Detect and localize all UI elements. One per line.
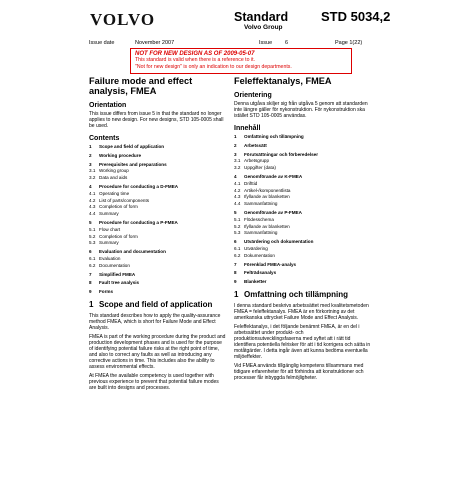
toc-entry[interactable] <box>234 246 372 253</box>
toc-entry-number: 3 <box>89 161 92 167</box>
toc-entry-label: Utvärdering <box>244 245 268 251</box>
toc-entry[interactable] <box>234 262 372 269</box>
section-1-heading-en <box>89 300 227 309</box>
issue-date-value: November 2007 <box>135 40 175 46</box>
toc-entry-label: Summary <box>99 240 119 246</box>
issue-label: Issue <box>259 40 273 46</box>
toc-entry-number: 5.2 <box>234 223 241 229</box>
toc-entry-label: Utvärdering och dokumentation <box>244 239 314 245</box>
section-1-number-sv: 1 <box>234 289 239 299</box>
swedish-column <box>234 76 372 384</box>
toc-entry[interactable] <box>234 143 372 150</box>
document-title-sv: Feleffektanalys, FMEA <box>234 76 332 86</box>
toc-entry-label: Blanketter <box>244 279 267 285</box>
notice-line-3: "Not for new design" is only an indication to our design departments. <box>135 63 292 70</box>
paragraph-3-sv: Vid FMEA används tillgänglig kompetens tillsammans med tidigare erfarenheter för att förhindra att konstruktioner och processer får inbyggda felmöjligheter. <box>234 362 364 381</box>
toc-entry-number: 5 <box>89 219 92 225</box>
paragraph-3-en: At FMEA the available competency is used together with previous experience to prevent that potential failure modes are built into designs and processes. <box>89 372 219 391</box>
toc-entry-label: Genomförande av P-FMEA <box>244 209 302 215</box>
toc-entry-label: Procedure for conducting a P-FMEA <box>99 219 178 225</box>
toc-entry-number: 5.3 <box>89 240 96 246</box>
toc-entry[interactable] <box>89 289 227 296</box>
toc-entry[interactable] <box>89 204 227 211</box>
toc-entry-number: 8 <box>89 280 92 286</box>
toc-entry-number: 5.3 <box>234 230 241 236</box>
toc-entry-number: 4.4 <box>89 211 96 217</box>
section-1-number-en: 1 <box>89 299 94 309</box>
toc-entry[interactable] <box>89 211 227 218</box>
toc-entry-number: 4.1 <box>234 180 241 186</box>
toc-entry-label: Summary <box>99 211 119 217</box>
toc-entry[interactable] <box>89 240 227 247</box>
toc-entry[interactable] <box>89 175 227 182</box>
section-1-title-sv: Omfattning och tillämpning <box>244 289 348 299</box>
toc-entry[interactable] <box>234 165 372 172</box>
toc-entry-label: Arbetssätt <box>244 142 267 148</box>
contents-heading-sv: Innehåll <box>234 125 261 132</box>
toc-entry-number: 5.2 <box>89 233 96 239</box>
toc-entry-number: 3.2 <box>89 175 96 181</box>
toc-entry[interactable] <box>89 198 227 205</box>
paragraph-1-en: This standard describes how to apply the quality-assurance method FMEA, which is short for Failure Mode and Effect Analysis. <box>89 312 221 331</box>
toc-entry-label: Data and aids <box>99 175 128 181</box>
toc-entry-label: Förenklad FMEA-analys <box>244 261 297 267</box>
toc-entry[interactable] <box>234 210 372 217</box>
toc-entry[interactable] <box>234 194 372 201</box>
toc-entry-label: Evaluation and documentation <box>99 249 166 255</box>
toc-entry-label: Simplified FMEA <box>99 271 136 277</box>
toc-entry-label: Working procedure <box>99 152 142 158</box>
toc-entry[interactable] <box>234 253 372 260</box>
document-title-en: Failure mode and effect analysis, FMEA <box>89 76 193 96</box>
toc-entry-number: 7 <box>89 271 92 277</box>
toc-entry-label: List of parts/components <box>99 197 150 203</box>
toc-entry[interactable] <box>89 153 227 160</box>
toc-entry[interactable] <box>89 256 227 263</box>
toc-entry[interactable] <box>234 174 372 181</box>
toc-entry-number: 3.2 <box>234 165 241 171</box>
toc-entry[interactable] <box>234 201 372 208</box>
toc-entry-number: 4.1 <box>89 190 96 196</box>
toc-entry-label: Working group <box>99 168 129 174</box>
toc-entry-number: 8 <box>234 270 237 276</box>
toc-entry[interactable] <box>89 191 227 198</box>
table-of-contents-sv <box>234 134 372 286</box>
toc-entry-number: 4.2 <box>89 197 96 203</box>
orientation-heading-en: Orientation <box>89 102 127 109</box>
toc-entry-number: 6.1 <box>89 255 96 261</box>
paragraph-2-en: FMEA is part of the working procedure during the product and production development phases and is used for the purpose of identifying potential failure risks at the right point of time, and also to correct any faults as well as introducing any corrective actions in time. This includes also the ability to assess environmental effects. <box>89 333 226 370</box>
toc-entry-label: Dokumentation <box>244 252 275 258</box>
toc-entry-label: Arbetsgrupp <box>244 158 270 164</box>
toc-entry[interactable] <box>89 220 227 227</box>
toc-entry-label: Sammanfattning <box>244 230 278 236</box>
orientation-heading-sv: Orientering <box>234 92 272 99</box>
toc-entry-number: 3.1 <box>234 158 241 164</box>
toc-entry-label: Flödesschema <box>244 216 274 222</box>
not-for-new-design-notice <box>130 48 352 74</box>
toc-entry-number: 6.2 <box>89 262 96 268</box>
toc-entry-number: 7 <box>234 261 237 267</box>
section-1-heading-sv <box>234 290 372 299</box>
toc-entry-label: Completion of form <box>99 204 138 210</box>
toc-entry-label: Fault tree analysis <box>99 280 140 286</box>
toc-entry-number: 4 <box>89 183 92 189</box>
toc-entry-number: 4.4 <box>234 201 241 207</box>
toc-entry-number: 1 <box>234 134 237 139</box>
toc-entry-number: 1 <box>89 144 92 149</box>
toc-entry-number: 9 <box>234 279 237 285</box>
toc-entry-label: Felträdsanalys <box>244 270 277 276</box>
toc-entry[interactable] <box>234 158 372 165</box>
toc-entry-label: Scope and field of application <box>99 144 165 149</box>
toc-entry[interactable] <box>234 270 372 277</box>
toc-entry-number: 4.3 <box>89 204 96 210</box>
standard-number: STD 5034,2 <box>321 9 391 24</box>
toc-entry-number: 5.1 <box>89 226 96 232</box>
toc-entry-number: 4 <box>234 173 237 179</box>
toc-entry[interactable] <box>89 234 227 241</box>
english-column <box>89 76 227 394</box>
toc-entry-label: Omfattning och tillämpning <box>244 134 304 139</box>
toc-entry-number: 3.1 <box>89 168 96 174</box>
toc-entry[interactable] <box>234 230 372 237</box>
toc-entry[interactable] <box>89 272 227 279</box>
toc-entry-number: 6.1 <box>234 245 241 251</box>
orientation-text-en: This issue differs from issue 5 in that the standard no longer applies to new design. For new designs, STD 105-0005 shall be used. <box>89 111 224 129</box>
toc-entry[interactable] <box>89 144 227 151</box>
toc-entry-label: Forms <box>99 289 114 295</box>
toc-entry-number: 5 <box>234 209 237 215</box>
toc-entry-label: Documentation <box>99 262 130 268</box>
toc-entry[interactable] <box>234 181 372 188</box>
toc-entry[interactable] <box>234 217 372 224</box>
toc-entry-number: 6.2 <box>234 252 241 258</box>
issue-value: 6 <box>285 40 289 46</box>
toc-entry-number: 9 <box>89 289 92 295</box>
toc-entry-label: Evaluation <box>99 255 121 261</box>
issue-date-label: Issue date <box>89 40 115 46</box>
orientation-text-sv: Denna utgåva skiljer sig från utgåva 5 genom att standarden inte längre gäller för nykonstruktion. För nykonstruktion ska istället STD 105-0005 användas. <box>234 101 368 119</box>
organization-name: Volvo Group <box>244 24 283 31</box>
toc-entry-label: Förutsättningar och förberedelser <box>244 151 319 157</box>
toc-entry-number: 6 <box>234 239 237 245</box>
toc-entry[interactable] <box>234 279 372 286</box>
toc-entry-label: Sammanfattning <box>244 201 278 207</box>
notice-line-2: This standard is valid when there is a reference to it. <box>135 57 255 64</box>
toc-entry-label: Completion of form <box>99 233 138 239</box>
toc-entry[interactable] <box>89 184 227 191</box>
section-1-title-en: Scope and field of application <box>99 299 213 309</box>
toc-entry-number: 3 <box>234 151 237 157</box>
toc-entry-label: Ifyllande av blanketten <box>244 223 290 229</box>
toc-entry[interactable] <box>89 168 227 175</box>
paragraph-1-sv: I denna standard beskrivs arbetssättet med kvalitetsmetoden FMEA = feleffektanalys. FMEA är en förkortning av det amerikanska uttrycket Failure Mode and Effect Analysis. <box>234 302 369 321</box>
toc-entry[interactable] <box>234 224 372 231</box>
notice-heading: NOT FOR NEW DESIGN AS OF 2009-05-07 <box>135 51 255 57</box>
volvo-logo: VOLVO <box>90 10 156 29</box>
toc-entry[interactable] <box>234 152 372 159</box>
toc-entry[interactable] <box>234 134 372 141</box>
toc-entry-label: Prerequisites and preparations <box>99 161 167 167</box>
toc-entry[interactable] <box>234 188 372 195</box>
toc-entry-number: 2 <box>89 152 92 158</box>
standard-title: Standard <box>234 10 289 24</box>
toc-entry[interactable] <box>89 227 227 234</box>
toc-entry-label: Drifttid <box>244 180 258 186</box>
contents-heading-en: Contents <box>89 135 120 142</box>
toc-entry-label: Genomförande av K-FMEA <box>244 173 303 179</box>
toc-entry-label: Flow chart <box>99 226 121 232</box>
toc-entry[interactable] <box>89 249 227 256</box>
toc-entry-number: 2 <box>234 142 237 148</box>
toc-entry-number: 6 <box>89 249 92 255</box>
toc-entry[interactable] <box>234 239 372 246</box>
paragraph-2-sv: Feleffektanalys, i det följande benämnt FMEA, är en del i arbetssättet under produkt- och produktionsutvecklingsfaserna med syftet att i rätt tid identifiera potentiella felrisker för att i tid korrigera och sätta in motåtgärder. I detta ingår även att kunna bedöma eventuella miljöeffekter. <box>234 323 371 360</box>
toc-entry-number: 4.3 <box>234 194 241 200</box>
table-of-contents-en <box>89 144 227 296</box>
toc-entry-label: Ifyllande av blanketten <box>244 194 290 200</box>
toc-entry-label: Operating time <box>99 190 130 196</box>
toc-entry[interactable] <box>89 280 227 287</box>
toc-entry-number: 5.1 <box>234 216 241 222</box>
toc-entry-label: Uppgifter (data) <box>244 165 276 171</box>
toc-entry-number: 4.2 <box>234 187 241 193</box>
page-number: Page 1(22) <box>335 40 458 498</box>
toc-entry-label: Procedure for conducting a D-FMEA <box>99 183 179 189</box>
toc-entry[interactable] <box>89 162 227 169</box>
toc-entry-label: Artikel-/komponentlista <box>244 187 291 193</box>
toc-entry[interactable] <box>89 263 227 270</box>
